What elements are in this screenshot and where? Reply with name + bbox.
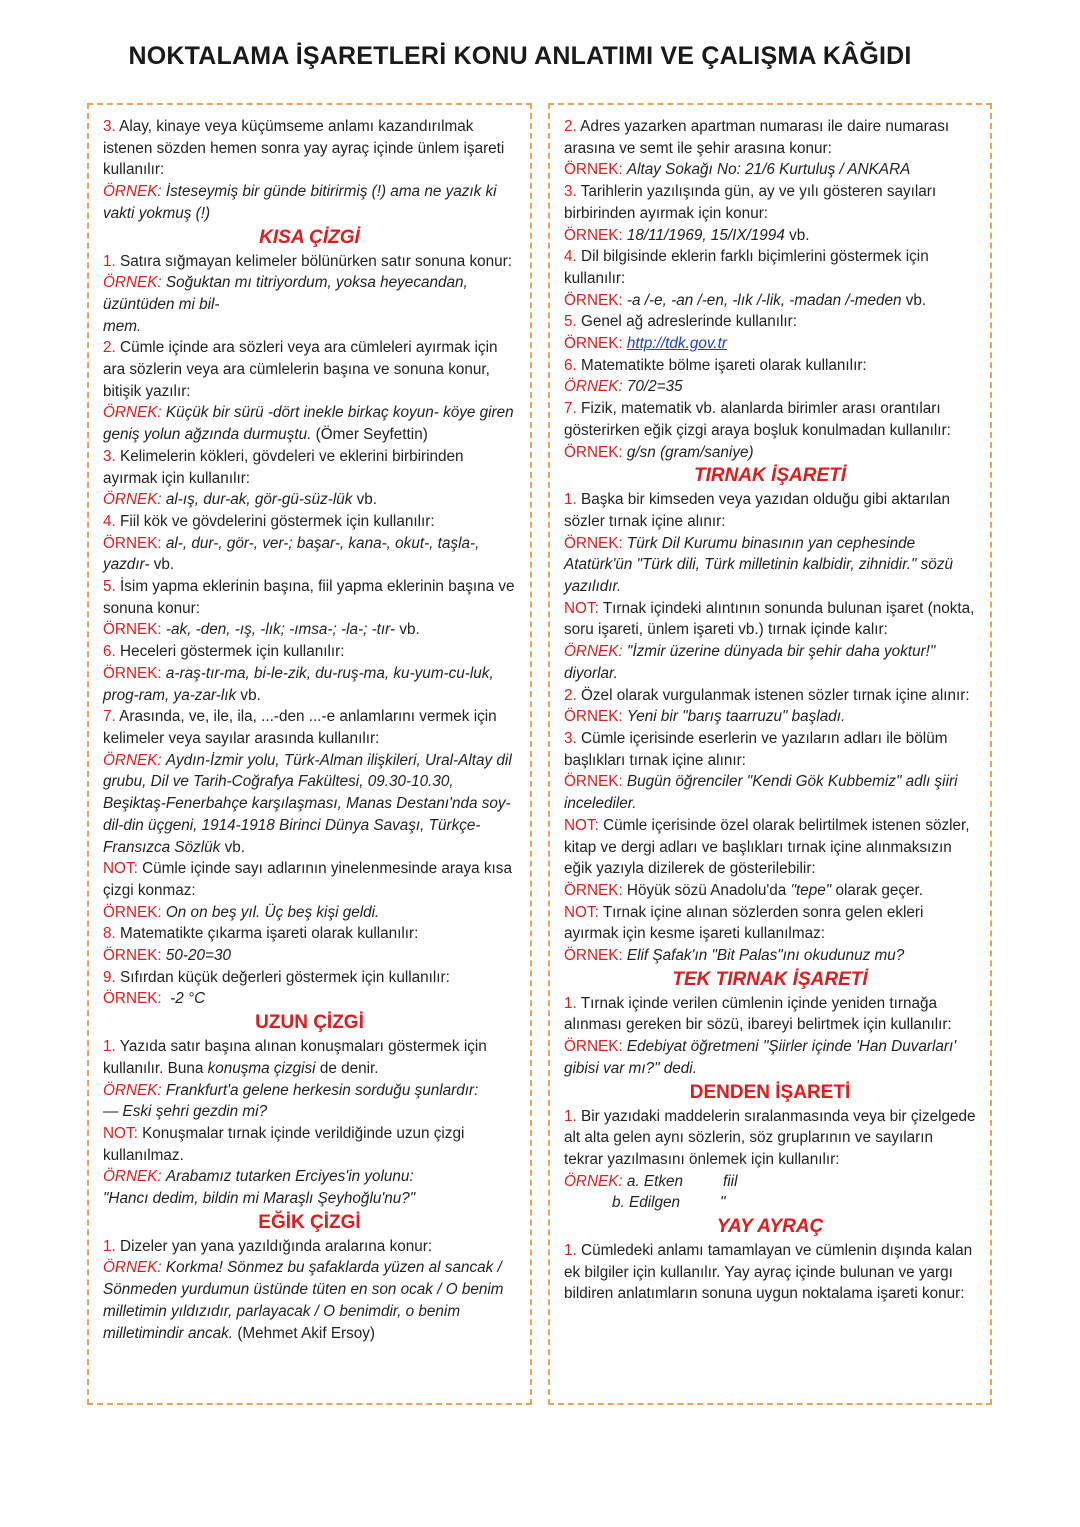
example: ÖRNEK: "İzmir üzerine dünyada bir şehir daha yoktur!" diyorlar.: [564, 643, 936, 682]
left-column: [87, 103, 532, 1405]
list-item: 1. Satıra sığmayan kelimeler bölünürken satır sonuna konur:: [103, 252, 512, 270]
example: ÖRNEK: g/sn (gram/saniye): [564, 443, 754, 461]
list-item: 3. Kelimelerin kökleri, gövdeleri ve eklerini birbirinden ayırmak için kullanılır:: [103, 447, 464, 487]
example: ÖRNEK: Frankfurt'a gelene herkesin sorduğu şunlardır: — Eski şehri gezdin mi?: [103, 1081, 479, 1121]
list-item: 2. Özel olarak vurgulanmak istenen sözler tırnak içine alınır:: [564, 686, 970, 704]
list-item: 1. Tırnak içinde verilen cümlenin içinde yeniden tırnağa alınması gereken bir sözü, ibareyi belirtmek için kullanılır:: [564, 994, 952, 1034]
example: ÖRNEK: a. Etken fiil: [564, 1172, 738, 1190]
list-item: 6. Heceleri göstermek için kullanılır:: [103, 643, 345, 661]
list-item: 4. Fiil kök ve gövdelerini göstermek için kullanılır:: [103, 512, 435, 530]
example: ÖRNEK: 50-20=30: [103, 947, 231, 965]
example: ÖRNEK: al-ış, dur-ak, gör-gü-süz-lük vb.: [103, 491, 378, 509]
page-title: NOKTALAMA İŞARETLERİ KONU ANLATIMI VE ÇALIŞMA KÂĞIDI: [128, 42, 912, 70]
list-item: 3. Tarihlerin yazılışında gün, ay ve yılı gösteren sayıları birbirinden ayırmak için konur:: [564, 183, 937, 222]
example: ÖRNEK: Küçük bir sürü -dört inekle birkaç koyun- köye giren geniş yolun ağzında durmuştu. (Ömer Seyfettin): [103, 404, 514, 444]
list-item: 3. Alay, kinaye veya küçümseme anlamı kazandırılmak istenen sözden hemen sonra yay ayraç içinde ünlem işareti kullanılır:: [103, 118, 505, 179]
example: ÖRNEK: -a /-e, -an /-en, -lık /-lik, -madan /-meden vb.: [564, 291, 927, 309]
note: NOT: Cümle içinde sayı adlarının yinelenmesinde araya kısa çizgi konmaz:: [103, 860, 512, 899]
example: ÖRNEK: Yeni bir "barış taarruzu" başladı.: [564, 708, 846, 726]
example: ÖRNEK: Korkma! Sönmez bu şafaklarda yüzen al sancak / Sönmeden yurdumun üstünde tüten en son ocak / O benim milletimin yıldızıdır, parlayacak / O benimdir, o benim milletimindir ancak. (Mehmet Akif Ersoy): [103, 1259, 504, 1342]
list-item: 5. İsim yapma eklerinin başına, fiil yapma eklerinin başına ve sonuna konur:: [103, 578, 515, 617]
list-item: 1. Başka bir kimseden veya yazıdan olduğu gibi aktarılan sözler tırnak içine alınır:: [564, 491, 951, 530]
example: ÖRNEK: 70/2=35: [564, 378, 683, 396]
list-item: 7. Arasında, ve, ile, ila, ...-den ...-e anlamlarını vermek için kelimeler veya sayılar arasında kullanılır:: [103, 708, 497, 747]
section-title-kisa-cizgi: KISA ÇİZGİ: [259, 226, 360, 248]
section-title-denden: DENDEN İŞARETİ: [689, 1081, 851, 1103]
list-item: 8. Matematikte çıkarma işareti olarak kullanılır:: [103, 925, 419, 943]
example: ÖRNEK: Höyük sözü Anadolu'da "tepe" olarak geçer.: [564, 881, 924, 899]
example-row: b. Edilgen ": [612, 1194, 726, 1212]
example: ÖRNEK: Altay Sokağı No: 21/6 Kurtuluş / ANKARA: [564, 161, 911, 179]
section-title-tirnak-isareti: TIRNAK İŞARETİ: [694, 465, 846, 487]
example: ÖRNEK: Elif Şafak'ın "Bit Palas"ını okudunuz mu?: [564, 947, 905, 965]
section-title-yay-ayrac: YAY AYRAÇ: [716, 1216, 824, 1238]
list-item: 7. Fizik, matematik vb. alanlarda birimler arası orantıları gösterirken eğik çizgi araya boşluk konulmadan kullanılır:: [564, 400, 951, 439]
example: ÖRNEK: İsteseymiş bir günde bitirirmiş (!) ama ne yazık ki vakti yokmuş (!): [103, 183, 497, 222]
example: ÖRNEK: Arabamız tutarken Erciyes'in yolunu: "Hancı dedim, bildin mi Maraşlı Şeyhoğlu'nu?": [103, 1168, 416, 1208]
note: NOT: Tırnak içine alınan sözlerden sonra gelen ekleri ayırmak için kesme işareti kullanılmaz:: [564, 903, 924, 943]
right-column: [548, 103, 992, 1405]
list-item: 4. Dil bilgisinde eklerin farklı biçimlerini göstermek için kullanılır:: [564, 248, 929, 287]
example: ÖRNEK: http://tdk.gov.tr: [564, 335, 727, 353]
list-item: 6. Matematikte bölme işareti olarak kullanılır:: [564, 356, 867, 374]
list-item: 3. Cümle içerisinde eserlerin ve yazıların adları ile bölüm başlıkları tırnak içine alınır:: [564, 729, 948, 769]
list-item: 1. Bir yazıdaki maddelerin sıralanmasında veya bir çizelgede alt alta gelen aynı sözlerin, söz gruplarının ve sayıların tekrar yazılmasını önlemek için kullanılır:: [564, 1107, 976, 1168]
section-title-tek-tirnak: TEK TIRNAK İŞARETİ: [672, 968, 868, 990]
example: ÖRNEK: Aydın-İzmir yolu, Türk-Alman ilişkileri, Ural-Altay dil grubu, Dil ve Tarih-Coğrafya Fakültesi, 09.30-10.30, Beşiktaş-Fenerbahçe karşılaşması, Manas Destanı'nda soy-dil-din üçgeni, 1914-1918 Birinci Dünya Savaşı, Türkçe-Fransızca Sözlük vb.: [103, 751, 512, 856]
example: ÖRNEK: 18/11/1969, 15/IX/1994 vb.: [564, 226, 810, 244]
example: ÖRNEK: Türk Dil Kurumu binasının yan cephesinde Atatürk'ün "Türk dili, Türk milletinin kalbidir, zihnidir." sözü yazılıdır.: [564, 534, 953, 596]
note: NOT: Tırnak içindeki alıntının sonunda bulunan işaret (nokta, soru işareti, ünlem işareti vb.) tırnak içinde kalır:: [564, 599, 975, 639]
tdk-link[interactable]: http://tdk.gov.tr: [626, 335, 727, 353]
note: NOT: Konuşmalar tırnak içinde verildiğinde uzun çizgi kullanılmaz.: [103, 1124, 465, 1164]
example: ÖRNEK: On on beş yıl. Üç beş kişi geldi.: [103, 903, 380, 921]
list-item: 2. Cümle içinde ara sözleri veya ara cümleleri ayırmak için ara sözlerin veya ara cümlelerin başına ve sonuna konur, bitişik yazılır:: [103, 339, 498, 400]
example: ÖRNEK: -ak, -den, -ış, -lık; -ımsa-; -la-; -tır- vb.: [103, 621, 420, 639]
section-title-egik-cizgi: EĞİK ÇİZGİ: [258, 1211, 361, 1233]
list-item: 1. Yazıda satır başına alınan konuşmaları göstermek için kullanılır. Buna konuşma çizgisi de denir.: [103, 1038, 487, 1077]
list-item: 1. Dizeler yan yana yazıldığında aralarına konur:: [103, 1237, 433, 1255]
note: NOT: Cümle içerisinde özel olarak belirtilmek istenen sözler, kitap ve dergi adları ve başlıkları tırnak içine alınmaksızın eğik yazıyla dizilerek de gösterilebilir:: [564, 816, 970, 878]
section-title-uzun-cizgi: UZUN ÇİZGİ: [255, 1012, 364, 1034]
list-item: 1. Cümledeki anlamı tamamlayan ve cümlenin dışında kalan ek bilgiler için kullanılır. Yay ayraç içinde bulunan ve yargı bildiren anlatımların sonuna uygun noktalama işareti konur:: [564, 1242, 973, 1303]
list-item: 5. Genel ağ adreslerinde kullanılır:: [564, 313, 797, 331]
example: ÖRNEK: a-raş-tır-ma, bi-le-zik, du-ruş-ma, ku-yum-cu-luk, prog-ram, ya-zar-lık vb.: [103, 664, 494, 704]
list-item: 2. Adres yazarken apartman numarası ile daire numarası arasına ve semt ile şehir arasına konur:: [564, 118, 950, 157]
list-item: 9. Sıfırdan küçük değerleri göstermek için kullanılır:: [103, 968, 450, 986]
example: ÖRNEK: Bugün öğrenciler "Kendi Gök Kubbemiz" adlı şiiri incelediler.: [564, 773, 958, 813]
example: ÖRNEK: al-, dur-, gör-, ver-; başar-, kana-, okut-, taşla-, yazdır- vb.: [103, 534, 480, 574]
example: ÖRNEK: Edebiyat öğretmeni "Şiirler içinde 'Han Duvarları' gibisi var mı?" dedi.: [564, 1038, 957, 1077]
example: ÖRNEK: Soğuktan mı titriyordum, yoksa heyecandan, üzüntüden mi bil- mem.: [103, 274, 468, 335]
example: ÖRNEK: -2 °C: [103, 990, 206, 1008]
